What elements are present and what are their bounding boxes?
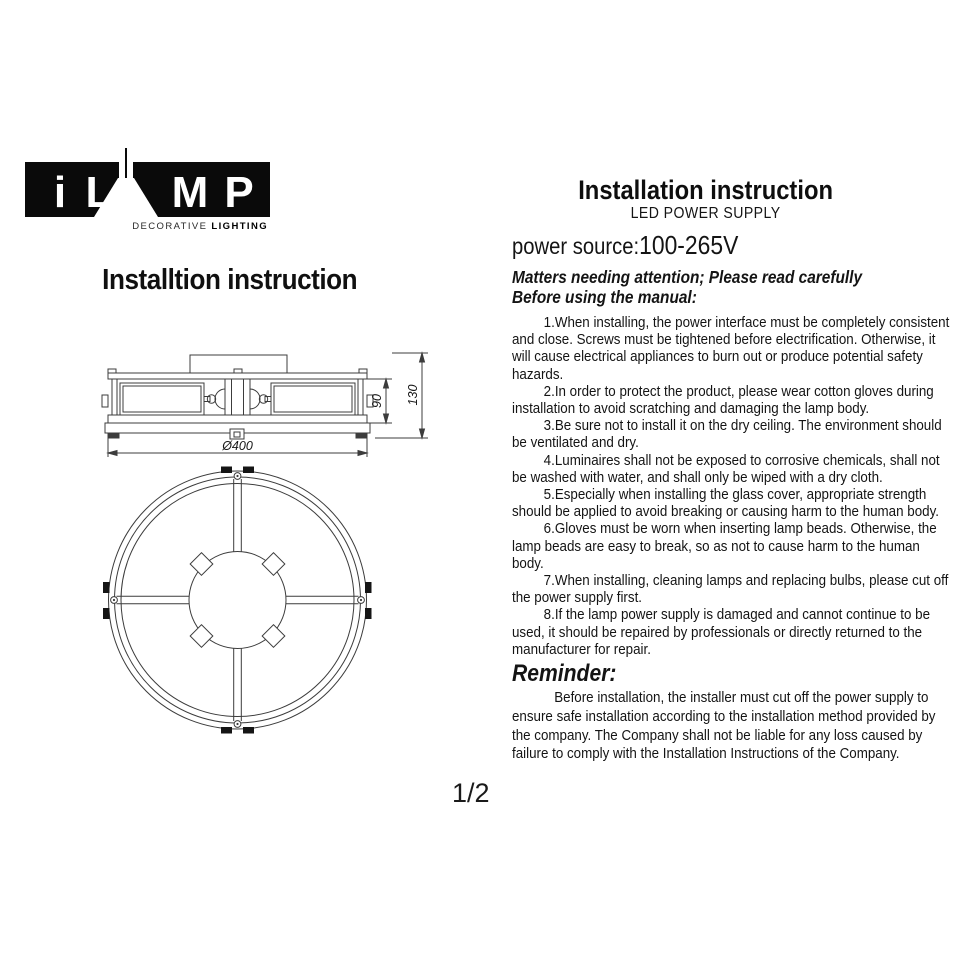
page-number: 1/2 bbox=[452, 778, 490, 808]
diameter-label: Ø400 bbox=[222, 439, 253, 453]
attention-note bbox=[512, 268, 952, 307]
brand-logo bbox=[23, 145, 273, 240]
body-height-label: 90 bbox=[370, 394, 384, 408]
brand-letter-p: P bbox=[224, 168, 254, 217]
reminder-text: Before installation, the installer must cut off the power supply to ensure safe installation according to the installation method provided by the company. The Company shall not be liable for any loss caused by failure to comply with the Installation Instructions of the Company. bbox=[512, 689, 936, 763]
document-title: Installation instruction bbox=[578, 175, 833, 205]
tagline-regular: DECORATIVE bbox=[132, 221, 208, 232]
instruction-item-5: 5.Especially when installing the glass cover, appropriate strength should be applied to avoid breaking or causing harm to the human body. bbox=[512, 486, 939, 521]
power-source-value: 100-265V bbox=[639, 230, 739, 260]
power-source-line bbox=[512, 230, 952, 265]
attention-line-1: Matters needing attention; Please read carefully bbox=[512, 267, 863, 287]
instruction-item-2: 2.In order to protect the product, please wear cotton gloves during installation to avoid scratching and damaging the lamp body. bbox=[512, 382, 934, 418]
tagline-bold: LIGHTING bbox=[211, 221, 268, 232]
instruction-item-6: 6.Gloves must be worn when inserting lamp beads. Otherwise, the lamp beads are easy to break, so as not to cause harm to the human body. bbox=[512, 520, 937, 572]
left-heading bbox=[60, 264, 400, 297]
instruction-item-3: 3.Be sure not to install it on the dry ceiling. The environment should be ventilated and dry. bbox=[512, 417, 942, 452]
brand-tagline bbox=[23, 221, 268, 232]
attention-line-2: Before using the manual: bbox=[512, 286, 697, 307]
instruction-list bbox=[512, 314, 952, 658]
instruction-column bbox=[512, 176, 952, 764]
spokes bbox=[117, 479, 359, 721]
instruction-item-4: 4.Luminaires shall not be exposed to corrosive chemicals, shall not be washed with water, and shall only be wiped with a dry cloth. bbox=[512, 451, 940, 486]
reminder-heading: Reminder: bbox=[512, 660, 617, 688]
side-view-diagram bbox=[95, 340, 445, 472]
instruction-item-7: 7.When installing, cleaning lamps and replacing bulbs, please cut off the power supply first. bbox=[512, 572, 949, 607]
ceiling-canopy bbox=[190, 355, 287, 373]
instruction-item-8: 8.If the lamp power supply is damaged and cannot continue to be used, it should be repaired by professionals or directly returned to the manufacturer for repair. bbox=[512, 606, 931, 658]
top-view-diagram bbox=[95, 458, 395, 748]
brand-letter-l: L bbox=[85, 168, 113, 217]
mounting-clips bbox=[103, 467, 372, 734]
ring-bolts bbox=[111, 473, 365, 728]
total-height-label: 130 bbox=[406, 384, 420, 406]
brand-letter-m: M bbox=[171, 168, 209, 217]
instruction-item-1: 1.When installing, the power interface must be completely consistent and close. Screws must be tightened before electrification. Otherwise, it will cause electrical appliances to burn out or produce potential safety hazards. bbox=[512, 314, 950, 383]
lamp-body-elevation bbox=[102, 369, 373, 439]
document-subtitle: LED POWER SUPPLY bbox=[630, 205, 781, 222]
power-source-label: power source: bbox=[512, 233, 640, 259]
outer-ring bbox=[109, 471, 367, 729]
ring-bolt-dots bbox=[113, 475, 362, 725]
brand-letter-i: i bbox=[53, 168, 67, 217]
left-heading-text: Installtion instruction bbox=[102, 264, 358, 296]
centre-hub bbox=[189, 552, 286, 649]
